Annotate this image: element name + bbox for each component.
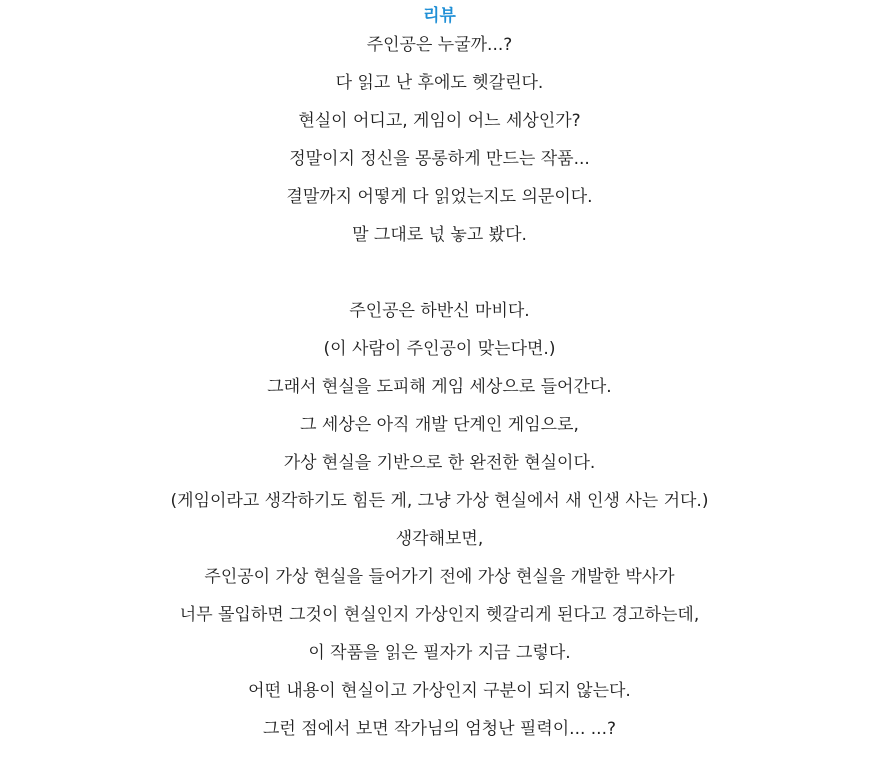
review-line: 그 세상은 아직 개발 단계인 게임으로, <box>300 415 579 435</box>
review-line: 어떤 내용이 현실이고 가상인지 구분이 되지 않는다. <box>248 681 631 701</box>
review-line: 주인공이 가상 현실을 들어가기 전에 가상 현실을 개발한 박사가 <box>204 567 675 587</box>
paragraph-spacer <box>0 254 879 292</box>
review-line: (게임이라고 생각하기도 힘든 게, 그냥 가상 현실에서 새 인생 사는 거다.) <box>170 491 709 511</box>
review-line: 그래서 현실을 도피해 게임 세상으로 들어간다. <box>267 377 612 397</box>
review-line: 주인공은 하반신 마비다. <box>349 301 530 321</box>
review-line: 너무 몰입하면 그것이 현실인지 가상인지 헷갈리게 된다고 경고하는데, <box>179 605 700 625</box>
review-line: 결말까지 어떻게 다 읽었는지도 의문이다. <box>286 187 593 207</box>
review-line: 가상 현실을 기반으로 한 완전한 현실이다. <box>283 453 596 473</box>
review-line: 이 작품을 읽은 필자가 지금 그렇다. <box>308 643 571 663</box>
review-paragraph-2 <box>0 292 879 748</box>
review-line: 다 읽고 난 후에도 헷갈린다. <box>335 73 544 93</box>
review-line: 현실이 어디고, 게임이 어느 세상인가? <box>298 111 581 131</box>
review-paragraph-1 <box>0 26 879 254</box>
review-line: 그런 점에서 보면 작가님의 엄청난 필력이... ...? <box>262 719 617 739</box>
review-line: 말 그대로 넋 놓고 봤다. <box>352 225 527 245</box>
review-line: 정말이지 정신을 몽롱하게 만드는 작품... <box>289 149 590 169</box>
review-line: 주인공은 누굴까...? <box>366 35 513 55</box>
review-line: 생각해보면, <box>395 529 484 549</box>
review-title: 리뷰 <box>423 6 456 26</box>
review-line: (이 사람이 주인공이 맞는다면.) <box>323 339 556 359</box>
